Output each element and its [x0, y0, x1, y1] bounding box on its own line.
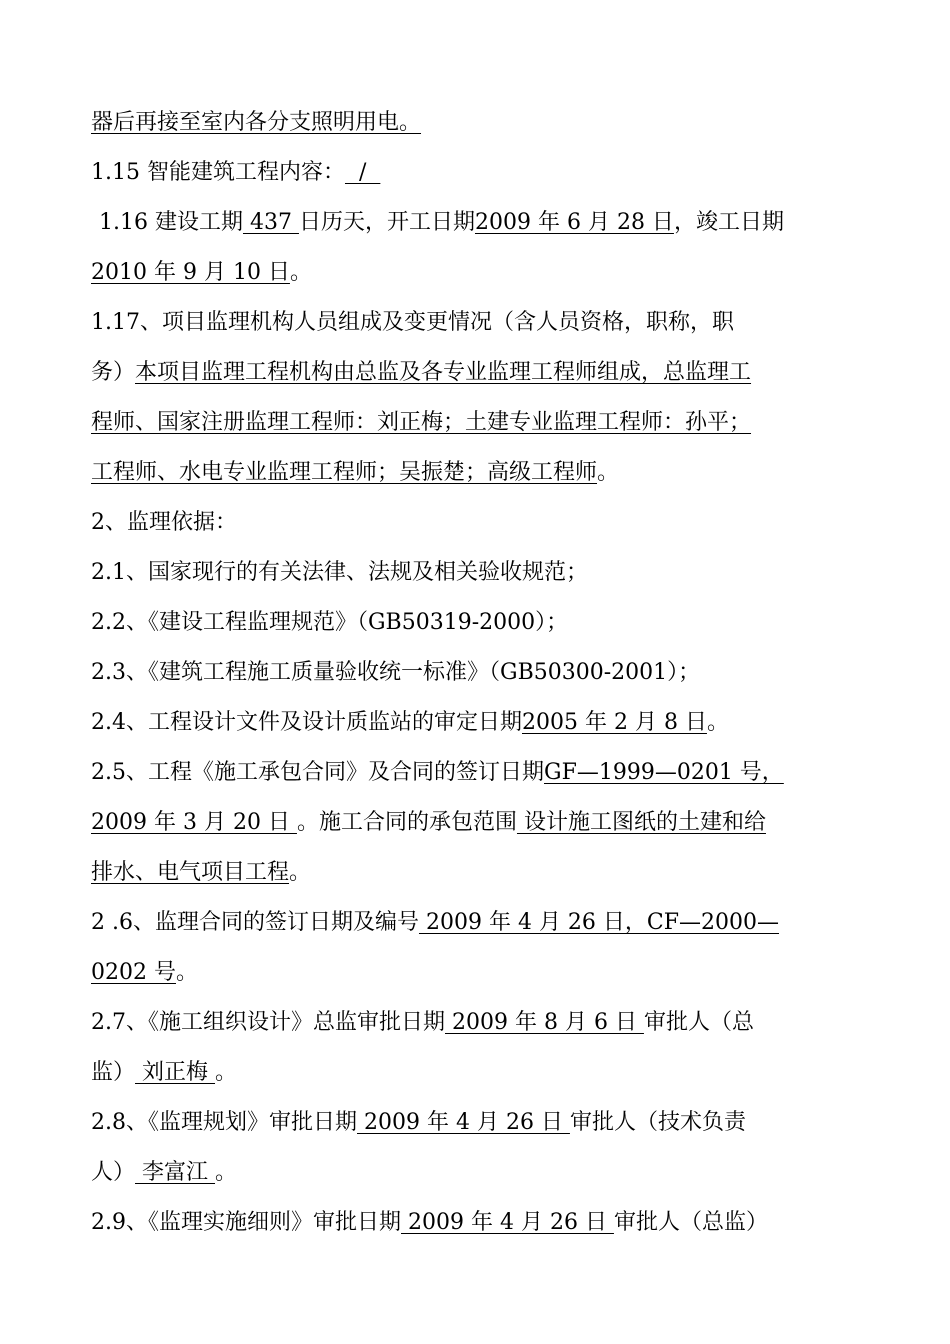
- text-line: [91, 398, 871, 448]
- underlined-text: 器后再接至室内各分支照明用电。: [91, 110, 422, 135]
- underlined-text: 2009 年 4 月 26 日，CF—2000—: [418, 910, 780, 935]
- line-text: 人）: [91, 1160, 136, 1185]
- text-line: [91, 548, 871, 598]
- text-line: [91, 198, 871, 248]
- underlined-text: 刘正梅: [135, 1060, 216, 1085]
- text-line: [91, 1048, 871, 1098]
- line-text: 。: [597, 460, 620, 485]
- line-text: 2、监理依据：: [91, 510, 237, 535]
- line-text: 。: [289, 860, 312, 885]
- line-text: 。施工合同的承包范围: [296, 810, 517, 835]
- line-text: 审批人（总: [643, 1010, 754, 1035]
- underlined-text: 程师、国家注册监理工程师：刘正梅；土建专业监理工程师：孙平；: [91, 410, 752, 435]
- line-text: 审批人（总监）: [613, 1210, 768, 1235]
- underlined-text: 2005 年 2 月 8 日: [522, 710, 707, 735]
- line-text: 。: [289, 260, 312, 285]
- underlined-text: 2009 年 6 月 28 日: [474, 210, 674, 235]
- line-text: 2.7、《施工组织设计》总监审批日期: [91, 1010, 445, 1035]
- line-text: 1.17、项目监理机构人员组成及变更情况（含人员资格，职称，职: [91, 310, 734, 335]
- line-text: 。: [215, 1160, 238, 1185]
- text-line: [91, 748, 871, 798]
- text-line: [91, 948, 871, 998]
- text-line: [91, 848, 871, 898]
- underlined-text: 工程师、水电专业监理工程师；吴振楚；高级工程师: [91, 460, 598, 485]
- text-line: [91, 448, 871, 498]
- line-text: 2.9、《监理实施细则》审批日期: [91, 1210, 401, 1235]
- underlined-text: 2009 年 8 月 6 日: [445, 1010, 644, 1035]
- text-line: [91, 148, 871, 198]
- text-line: [91, 898, 871, 948]
- text-line: [91, 1098, 871, 1148]
- line-text: 日历天，开工日期: [298, 210, 475, 235]
- text-line: [91, 798, 871, 848]
- line-text: 2.2、《建设工程监理规范》（GB50319-2000）；: [91, 610, 569, 635]
- text-line: [91, 98, 871, 148]
- underlined-text: 2009 年 3 月 20 日: [91, 810, 297, 835]
- line-text: 。: [175, 960, 198, 985]
- line-text: ，竣工日期: [673, 210, 784, 235]
- underlined-text: /: [344, 160, 381, 185]
- text-line: [91, 1148, 871, 1198]
- line-text: 2.3、《建筑工程施工质量验收统一标准》（GB50300-2001）；: [91, 660, 701, 685]
- line-text: 2.1、国家现行的有关法律、法规及相关验收规范；: [91, 560, 588, 585]
- text-line: [91, 998, 871, 1048]
- line-text: 2 .6、监理合同的签订日期及编号: [91, 910, 419, 935]
- text-line: [91, 298, 871, 348]
- text-line: [91, 348, 871, 398]
- line-text: 务）: [91, 360, 136, 385]
- line-text: 审批人（技术负责: [569, 1110, 746, 1135]
- line-text: 1.15 智能建筑工程内容：: [91, 160, 345, 185]
- section-heading: [91, 498, 871, 548]
- underlined-text: 本项目监理工程机构由总监及各专业监理工程师组成，总监理工: [135, 360, 752, 385]
- text-line: [91, 698, 871, 748]
- text-line: [91, 648, 871, 698]
- text-line: [91, 248, 871, 298]
- line-text: 2.8、《监理规划》审批日期: [91, 1110, 357, 1135]
- underlined-text: GF—1999—0201 号，: [544, 760, 784, 785]
- line-text: 监）: [91, 1060, 136, 1085]
- underlined-text: 2009 年 4 月 26 日: [401, 1210, 614, 1235]
- underlined-text: 李富江: [135, 1160, 216, 1185]
- underlined-text: 2009 年 4 月 26 日: [357, 1110, 570, 1135]
- line-text: 。: [706, 710, 729, 735]
- underlined-text: 2010 年 9 月 10 日: [91, 260, 290, 285]
- line-text: 。: [215, 1060, 238, 1085]
- document-body: [91, 98, 871, 1248]
- text-line: [91, 598, 871, 648]
- line-text: 1.16 建设工期: [99, 210, 243, 235]
- text-line: [91, 1198, 871, 1248]
- underlined-text: 排水、电气项目工程: [91, 860, 290, 885]
- underlined-text: 0202 号: [91, 960, 176, 985]
- line-text: 2.5、工程《施工承包合同》及合同的签订日期: [91, 760, 544, 785]
- underlined-text: 设计施工图纸的土建和给: [516, 810, 766, 835]
- line-text: 2.4、工程设计文件及设计质监站的审定日期: [91, 710, 522, 735]
- underlined-text: 437: [242, 210, 299, 235]
